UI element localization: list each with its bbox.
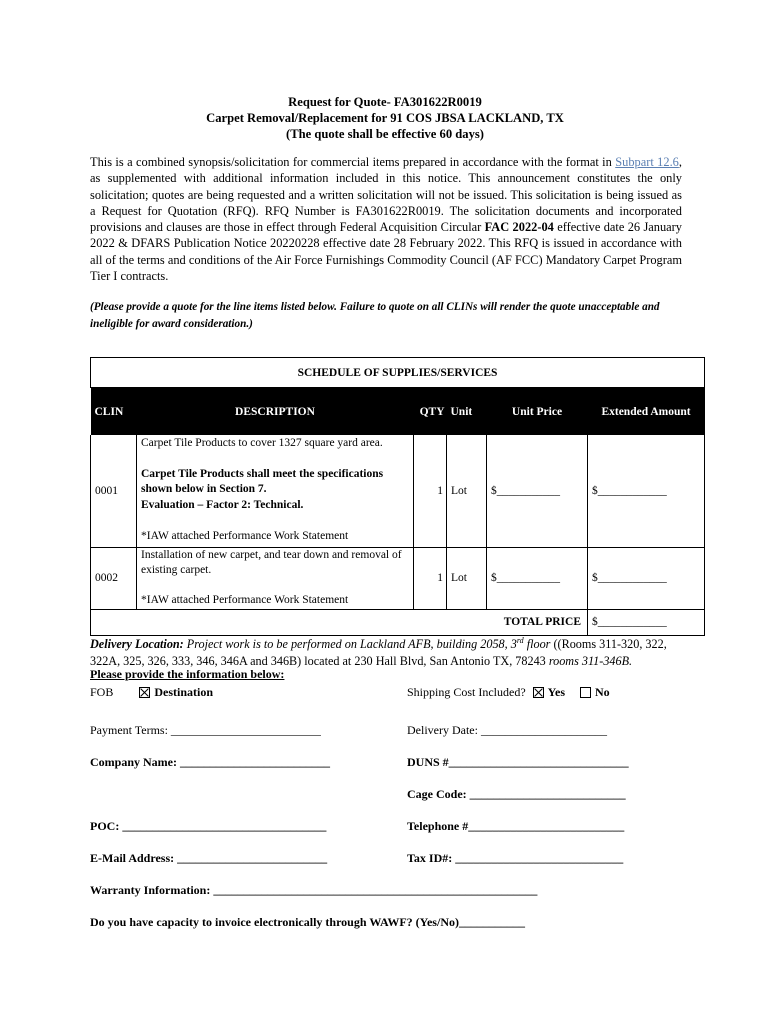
col-header-unit: Unit (447, 388, 487, 436)
delivery-rooms: ((Rooms 311-320, 322, 322A, 325, 326, 333, 346, 346A and 346B) located at 230 Hall Blvd, San Antonio TX, 78243 (90, 637, 667, 668)
shipping-no-checkbox[interactable] (580, 687, 591, 698)
unit-cell: Lot (447, 547, 487, 609)
description-line: Evaluation – Factor 2: Technical. (141, 498, 304, 511)
fob-destination-label: Destination (154, 685, 214, 699)
description-cell (137, 547, 414, 609)
table-row (91, 435, 705, 547)
col-header-unit-price: Unit Price (487, 388, 588, 436)
description-line: Installation of new carpet, and tear down and removal of existing carpet. (141, 548, 402, 576)
fob-destination-checkbox[interactable] (139, 687, 150, 698)
clin-cell: 0002 (91, 547, 137, 609)
col-header-description: DESCRIPTION (137, 388, 414, 436)
delivery-date-field[interactable]: Delivery Date: _____________________ (407, 723, 607, 737)
rfq-effective-note: (The quote shall be effective 60 days) (286, 127, 484, 141)
warranty-field[interactable]: Warranty Information: ______________________________________________________ (90, 883, 538, 897)
cage-code-field[interactable]: Cage Code: __________________________ (407, 787, 626, 801)
shipping-no-label: No (595, 685, 610, 699)
shipping-yes-label: Yes (547, 685, 566, 699)
company-name-field[interactable]: Company Name: _________________________ (90, 755, 330, 769)
fac-number: FAC 2022-04 (484, 220, 554, 235)
duns-field[interactable]: DUNS #______________________________ (407, 755, 629, 769)
description-line: Carpet Tile Products to cover 1327 square yard area. (141, 437, 383, 449)
subpart-link[interactable]: Subpart 12.6 (615, 155, 679, 169)
quote-instruction-note: (Please provide a quote for the line items listed below. Failure to quote on all CLINs will render the quote unacceptable and ineligible for award consideration.) (90, 301, 660, 330)
poc-field[interactable]: POC: __________________________________ (90, 819, 327, 833)
delivery-sup: rd (516, 636, 524, 645)
delivery-rooms-italic: rooms 311-346B. (548, 653, 633, 668)
delivery-text: Project work is to be performed on Lackland AFB, building 2058, 3 (186, 637, 517, 652)
qty-cell: 1 (414, 547, 447, 609)
fob-row (90, 685, 213, 700)
shipping-row (407, 685, 610, 700)
extended-amount-cell[interactable]: $____________ (588, 435, 705, 547)
description-cell (137, 435, 414, 547)
email-field[interactable]: E-Mail Address: _________________________ (90, 851, 328, 865)
total-price-value[interactable]: $____________ (588, 609, 705, 635)
col-header-qty: QTY (414, 388, 447, 436)
intro-text-1: This is a combined synopsis/solicitation for commercial items prepared in accordance with the format in (90, 155, 612, 169)
wawf-field[interactable]: Do you have capacity to invoice electronically through WAWF? (Yes/No)___________ (90, 915, 525, 929)
schedule-table (90, 357, 705, 636)
intro-text-2: , as supplemented with additional information included in this notice. This announcement constitutes the only solicitation; quotes are being requested and a written solicitation will not be issued. This solicitation is being issued as a Request for Quotation (RFQ). RFQ Number is FA301622R0019. The solicitation documents and incorporated provisions and clauses are those in effect through Federal Acquisition Circular (90, 155, 682, 235)
fob-label: FOB (90, 685, 114, 699)
delivery-location (90, 633, 690, 669)
unit-price-cell[interactable]: $___________ (487, 547, 588, 609)
description-line: Carpet Tile Products shall meet the specifications shown below in Section 7. (141, 467, 384, 495)
rfq-title: Request for Quote- FA301622R0019 (288, 95, 482, 109)
extended-amount-cell[interactable]: $____________ (588, 547, 705, 609)
shipping-label: Shipping Cost Included? (407, 685, 526, 699)
intro-text-3: effective date 26 January 2022 & DFARS Publication Notice 20220228 effective date 28 February 2022. This RFQ is issued in accordance with all of the terms and conditions of the Air Force Furnishings Commodity Council (AF FCC) Mandatory Carpet Program Tier I contracts. (90, 220, 682, 284)
payment-terms-field[interactable]: Payment Terms: _________________________ (90, 723, 321, 737)
qty-cell: 1 (414, 435, 447, 547)
intro-paragraph (90, 154, 682, 284)
col-header-clin: CLIN (91, 388, 137, 436)
total-price-label: TOTAL PRICE (91, 609, 588, 635)
rfq-subtitle: Carpet Removal/Replacement for 91 COS JBSA LACKLAND, TX (206, 111, 564, 125)
form-heading: Please provide the information below: (90, 667, 285, 681)
description-line: *IAW attached Performance Work Statement (141, 593, 349, 606)
delivery-label: Delivery Location: (90, 637, 184, 652)
schedule-title: SCHEDULE OF SUPPLIES/SERVICES (91, 358, 705, 388)
table-row (91, 547, 705, 609)
col-header-extended-amount: Extended Amount (588, 388, 705, 436)
tax-id-field[interactable]: Tax ID#: ____________________________ (407, 851, 624, 865)
delivery-text-floor: floor (523, 637, 551, 652)
telephone-field[interactable]: Telephone #__________________________ (407, 819, 625, 833)
shipping-yes-checkbox[interactable] (533, 687, 544, 698)
unit-price-cell[interactable]: $___________ (487, 435, 588, 547)
unit-cell: Lot (447, 435, 487, 547)
total-row (91, 609, 705, 635)
description-line: *IAW attached Performance Work Statement (141, 530, 349, 542)
clin-cell: 0001 (91, 435, 137, 547)
